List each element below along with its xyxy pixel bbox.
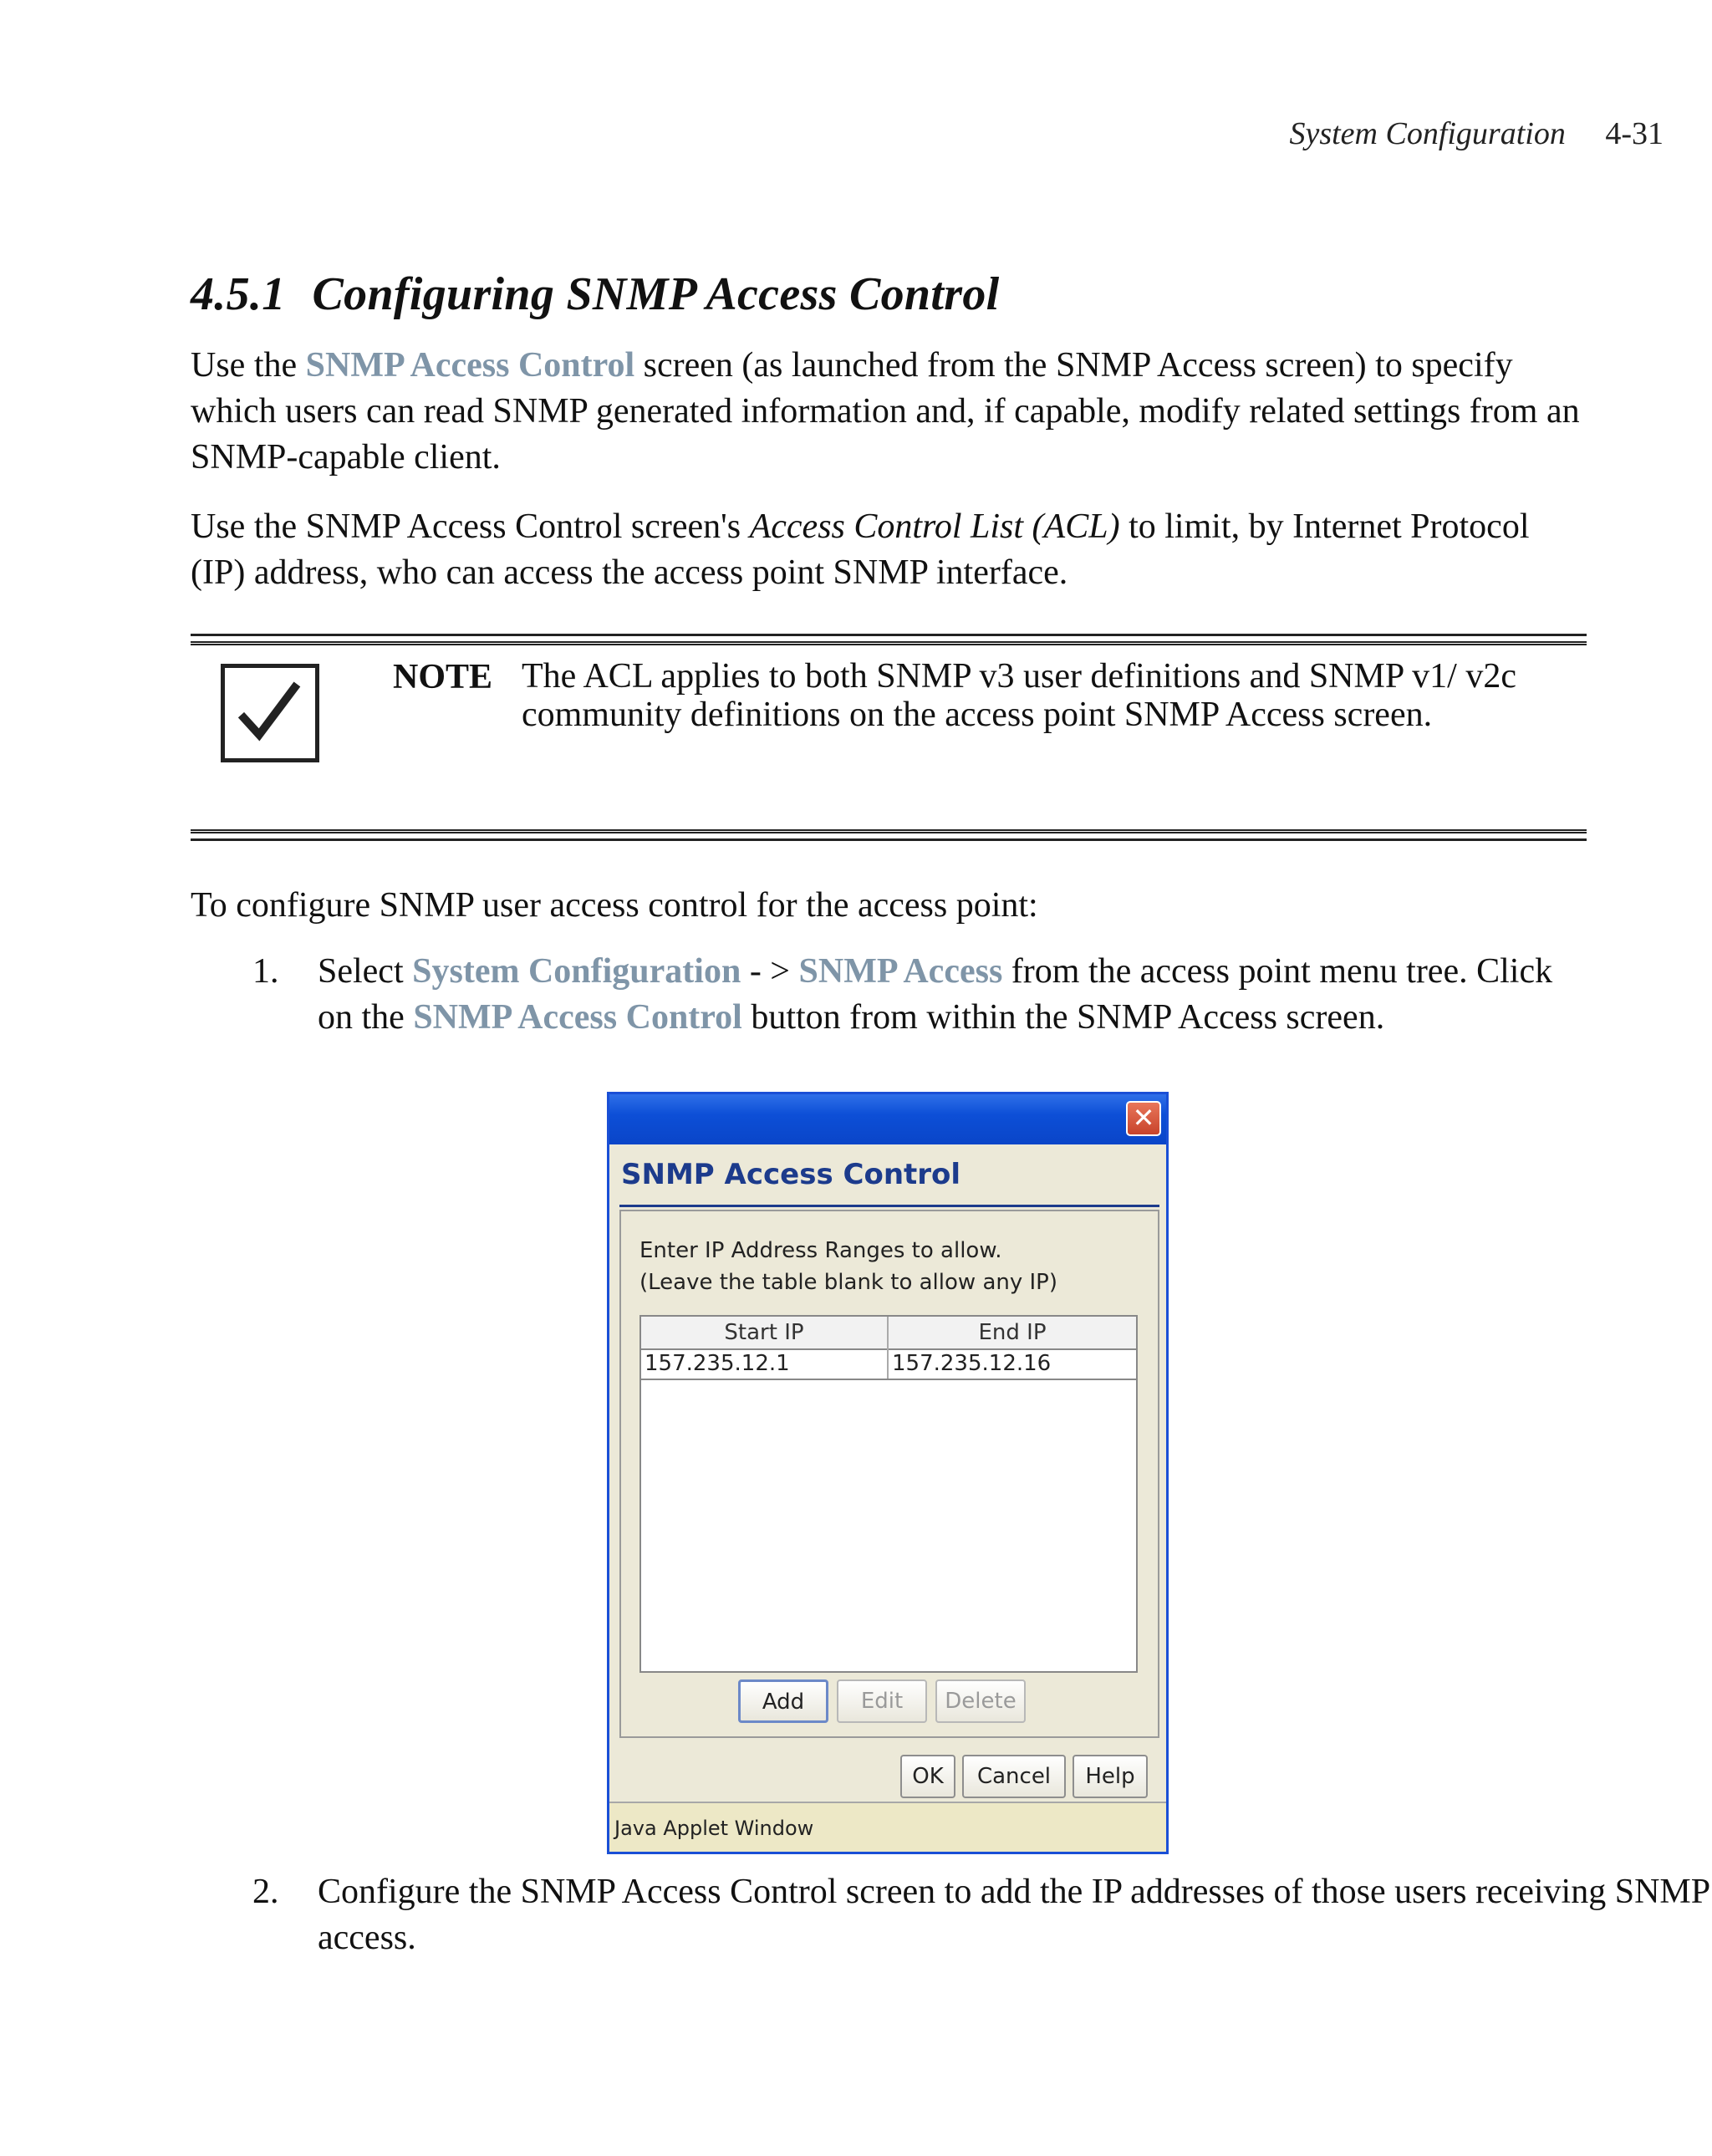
column-header-end-ip[interactable]: End IP (978, 1320, 1047, 1345)
column-header-start-ip[interactable]: Start IP (641, 1317, 889, 1348)
section-title: Configuring SNMP Access Control (312, 268, 1000, 320)
cell-end-ip[interactable]: 157.235.12.16 (892, 1351, 1052, 1376)
snmp-access-control-dialog (607, 1092, 1169, 1854)
highlight-snmp-access: SNMP Access (798, 952, 1003, 991)
step-number: 1. (252, 952, 279, 991)
instruction-line: (Leave the table blank to allow any IP) (639, 1270, 1057, 1295)
table-row[interactable] (641, 1348, 1136, 1380)
cell-start-ip[interactable]: 157.235.12.1 (641, 1348, 889, 1379)
acl-paragraph (191, 504, 1587, 596)
highlight-snmp-access-control-button: SNMP Access Control (413, 998, 742, 1037)
page-number: 4-31 (1605, 116, 1664, 151)
running-header (1289, 115, 1664, 152)
step-1 (191, 949, 1587, 1041)
dialog-heading: SNMP Access Control (621, 1158, 961, 1191)
ok-button[interactable]: OK (900, 1755, 955, 1798)
steps-intro: To configure SNMP user access control for the access point: (191, 886, 1038, 925)
cancel-button[interactable]: Cancel (962, 1755, 1066, 1798)
page-content (191, 268, 1587, 1064)
delete-button[interactable]: Delete (935, 1679, 1026, 1723)
header-section-title: System Configuration (1289, 116, 1566, 151)
intro-paragraph (191, 343, 1587, 481)
edit-button[interactable]: Edit (837, 1679, 927, 1723)
note-label: NOTE (393, 658, 493, 696)
text-run: to limit, by Internet Protocol (IP) address, who can access the access point SNMP interface. (191, 507, 1530, 592)
note-rule-top (191, 634, 1587, 636)
text-run: Use the (191, 346, 306, 385)
note-rule-bottom (191, 838, 1587, 841)
add-button[interactable]: Add (738, 1679, 828, 1723)
emphasis-acl: Access Control List (ACL) (749, 507, 1120, 546)
dialog-instructions (639, 1235, 1057, 1298)
highlight-snmp-access-control: SNMP Access Control (305, 346, 635, 385)
note-box (191, 641, 1587, 833)
step-number: 2. (252, 1873, 279, 1911)
text-run: screen (as launched from the SNMP Access screen) to specify which users can read SNMP generated information and, if capable, modify related settings from an SNMP-capable client. (191, 346, 1580, 477)
help-button[interactable]: Help (1073, 1755, 1148, 1798)
section-number: 4.5.1 (191, 268, 286, 320)
step-2-text: Configure the SNMP Access Control screen to add the IP addresses of those users receiving SNMP access. (318, 1873, 1709, 1957)
dialog-titlebar[interactable] (609, 1094, 1166, 1144)
table-header (641, 1317, 1136, 1350)
instruction-line: Enter IP Address Ranges to allow. (639, 1238, 1002, 1263)
close-icon[interactable]: ✕ (1126, 1101, 1161, 1136)
note-text: The ACL applies to both SNMP v3 user definitions and SNMP v1/ v2c community definitions on the access point SNMP Access screen. (522, 657, 1516, 734)
ip-range-table[interactable] (639, 1315, 1138, 1673)
text-run: Use the SNMP Access Control screen's (191, 507, 750, 546)
step-2 (191, 1869, 1712, 1961)
checkmark-icon (221, 664, 319, 762)
text-run: - > (741, 952, 799, 991)
text-run: from the access point menu tree. Click on the (318, 952, 1553, 1037)
section-heading (191, 268, 1587, 321)
text-run: Select (318, 952, 413, 991)
heading-divider (619, 1205, 1159, 1207)
highlight-system-configuration: System Configuration (412, 952, 741, 991)
text-run: button from within the SNMP Access screen. (741, 998, 1385, 1037)
applet-status-bar: Java Applet Window (609, 1802, 1166, 1852)
